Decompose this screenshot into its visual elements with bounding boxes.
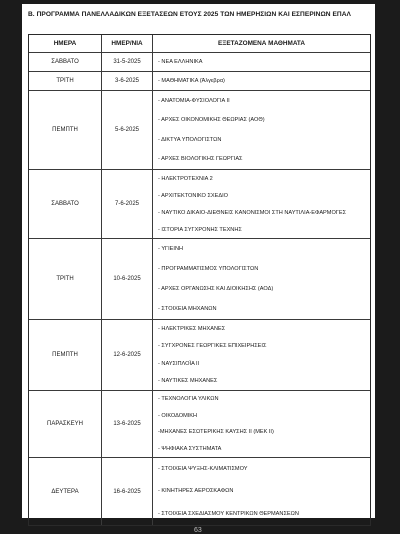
subject-item: - ΝΕΑ ΕΛΛΗΝΙΚΑ: [158, 59, 203, 65]
row-subjects: [153, 239, 370, 319]
row-date: 10-6-2025: [102, 239, 153, 319]
subject-item: - ΙΣΤΟΡΙΑ ΣΥΓΧΡΟΝΗΣ ΤΕΧΝΗΣ: [158, 226, 242, 233]
subject-list: [153, 53, 370, 71]
table-row: [29, 72, 370, 91]
document-title: Β. ΠΡΟΓΡΑΜΜΑ ΠΑΝΕΛΛΑΔΙΚΩΝ ΕΞΕΤΑΣΕΩΝ ΕΤΟΥΣ 2025 ΤΩΝ ΗΜΕΡΗΣΙΩΝ ΚΑΙ ΕΣΠΕΡΙΝΩΝ ΕΠΑΛ: [28, 11, 352, 18]
subject-item: - ΚΙΝΗΤΗΡΕΣ ΑΕΡΟΣΚΑΦΩΝ: [158, 488, 234, 495]
subject-item: - ΤΕΧΝΟΛΟΓΙΑ ΥΛΙΚΩΝ: [158, 396, 219, 403]
row-day: ΠΕΜΠΤΗ: [29, 320, 102, 390]
header-date: ΗΜΕΡ/ΝΙΑ: [102, 35, 153, 52]
row-day: ΣΑΒΒΑΤΟ: [29, 53, 102, 71]
header-subjects: ΕΞΕΤΑΖΟΜΕΝΑ ΜΑΘΗΜΑΤΑ: [218, 40, 305, 47]
row-date: 31-5-2025: [102, 53, 153, 71]
subject-item: - ΔΙΚΤΥΑ ΥΠΟΛΟΓΙΣΤΩΝ: [158, 136, 222, 143]
subject-item: - ΣΥΓΧΡΟΝΕΣ ΓΕΩΡΓΙΚΕΣ ΕΠΙΧΕΙΡΗΣΕΙΣ: [158, 343, 267, 350]
subject-item: - ΨΗΦΙΑΚΑ ΣΥΣΤΗΜΑΤΑ: [158, 445, 222, 452]
subject-item: - ΟΙΚΟΔΟΜΙΚΗ: [158, 412, 198, 419]
page-number: 63: [194, 527, 202, 534]
table-row: [29, 53, 370, 72]
subject-item: - ΑΝΑΤΟΜΙΑ-ΦΥΣΙΟΛΟΓΙΑ ΙΙ: [158, 97, 230, 104]
subject-item: - ΣΤΟΙΧΕΙΑ ΨΥΞΗΣ-ΚΛΙΜΑΤΙΣΜΟΥ: [158, 466, 248, 473]
table-row: [29, 91, 370, 170]
document-page: [22, 4, 375, 518]
subject-item: - ΗΛΕΚΤΡΟΤΕΧΝΙΑ 2: [158, 175, 213, 182]
subject-item: - ΑΡΧΕΣ ΒΙΟΛΟΓΙΚΗΣ ΓΕΩΡΓΙΑΣ: [158, 156, 243, 163]
subject-item: - ΥΓΙΕΙΝΗ: [158, 246, 184, 252]
subject-list: [153, 91, 370, 169]
subject-item: - ΗΛΕΚΤΡΙΚΕΣ ΜΗΧΑΝΕΣ: [158, 325, 226, 332]
subject-item: - ΝΑΥΤΙΚΕΣ ΜΗΧΑΝΕΣ: [158, 378, 218, 385]
subject-list: [153, 72, 370, 90]
subject-list: [153, 239, 370, 319]
row-subjects: [153, 391, 370, 457]
row-subjects: [153, 320, 370, 390]
row-day: ΠΕΜΠΤΗ: [29, 91, 102, 169]
subject-item: - ΣΤΟΙΧΕΙΑ ΣΧΕΔΙΑΣΜΟΥ ΚΕΝΤΡΙΚΩΝ ΘΕΡΜΑΝΣΕΩΝ: [158, 510, 299, 517]
row-subjects: [153, 72, 370, 90]
row-subjects: [153, 458, 370, 525]
subject-list: [153, 170, 370, 238]
subject-list: [153, 391, 370, 457]
row-date: 12-6-2025: [102, 320, 153, 390]
header-day: ΗΜΕΡΑ: [29, 35, 102, 52]
exam-schedule-table: [28, 34, 371, 526]
subject-item: - ΠΡΟΓΡΑΜΜΑΤΙΣΜΟΣ ΥΠΟΛΟΓΙΣΤΩΝ: [158, 266, 259, 272]
row-day: ΤΡΙΤΗ: [29, 239, 102, 319]
table-row: [29, 320, 370, 391]
subject-list: [153, 320, 370, 390]
row-day: ΤΡΙΤΗ: [29, 72, 102, 90]
subject-item: - ΝΑΥΣΙΠΛΟΪΑ ΙΙ: [158, 360, 200, 367]
subject-item: - ΣΤΟΙΧΕΙΑ ΜΗΧΑΝΩΝ: [158, 306, 217, 312]
subject-item: - ΜΑΘΗΜΑΤΙΚΑ (Άλγεβρα): [158, 78, 225, 84]
row-day: ΔΕΥΤΕΡΑ: [29, 458, 102, 525]
row-date: 7-6-2025: [102, 170, 153, 238]
table-row: [29, 391, 370, 458]
subject-item: - ΑΡΧΕΣ ΟΡΓΑΝΩΣΗΣ ΚΑΙ ΔΙΟΙΚΗΣΗΣ (ΑΟΔ): [158, 286, 274, 292]
subject-item: - ΝΑΥΤΙΚΟ ΔΙΚΑΙΟ-ΔΙΕΘΝΕΙΣ ΚΑΝΟΝΙΣΜΟΙ ΣΤΗ ΝΑΥΤΙΛΙΑ-ΕΦΑΡΜΟΓΕΣ: [158, 209, 347, 216]
row-day: ΣΑΒΒΑΤΟ: [29, 170, 102, 238]
row-date: 5-6-2025: [102, 91, 153, 169]
row-subjects: [153, 170, 370, 238]
row-subjects: [153, 91, 370, 169]
subject-item: - ΑΡΧΕΣ ΟΙΚΟΝΟΜΙΚΗΣ ΘΕΩΡΙΑΣ (ΑΟΘ): [158, 117, 265, 124]
table-row: [29, 239, 370, 320]
row-subjects: [153, 53, 370, 71]
row-day: ΠΑΡΑΣΚΕΥΗ: [29, 391, 102, 457]
subject-item: - ΑΡΧΙΤΕΚΤΟΝΙΚΟ ΣΧΕΔΙΟ: [158, 192, 229, 199]
table-header-row: [29, 35, 370, 53]
table-row: [29, 170, 370, 239]
subject-list: [153, 458, 370, 525]
subject-item: -ΜΗΧΑΝΕΣ ΕΣΩΤΕΡΙΚΗΣ ΚΑΥΣΗΣ ΙΙ (ΜΕΚ ΙΙ): [158, 429, 274, 436]
row-date: 13-6-2025: [102, 391, 153, 457]
table-row: [29, 458, 370, 525]
row-date: 3-6-2025: [102, 72, 153, 90]
row-date: 16-6-2025: [102, 458, 153, 525]
